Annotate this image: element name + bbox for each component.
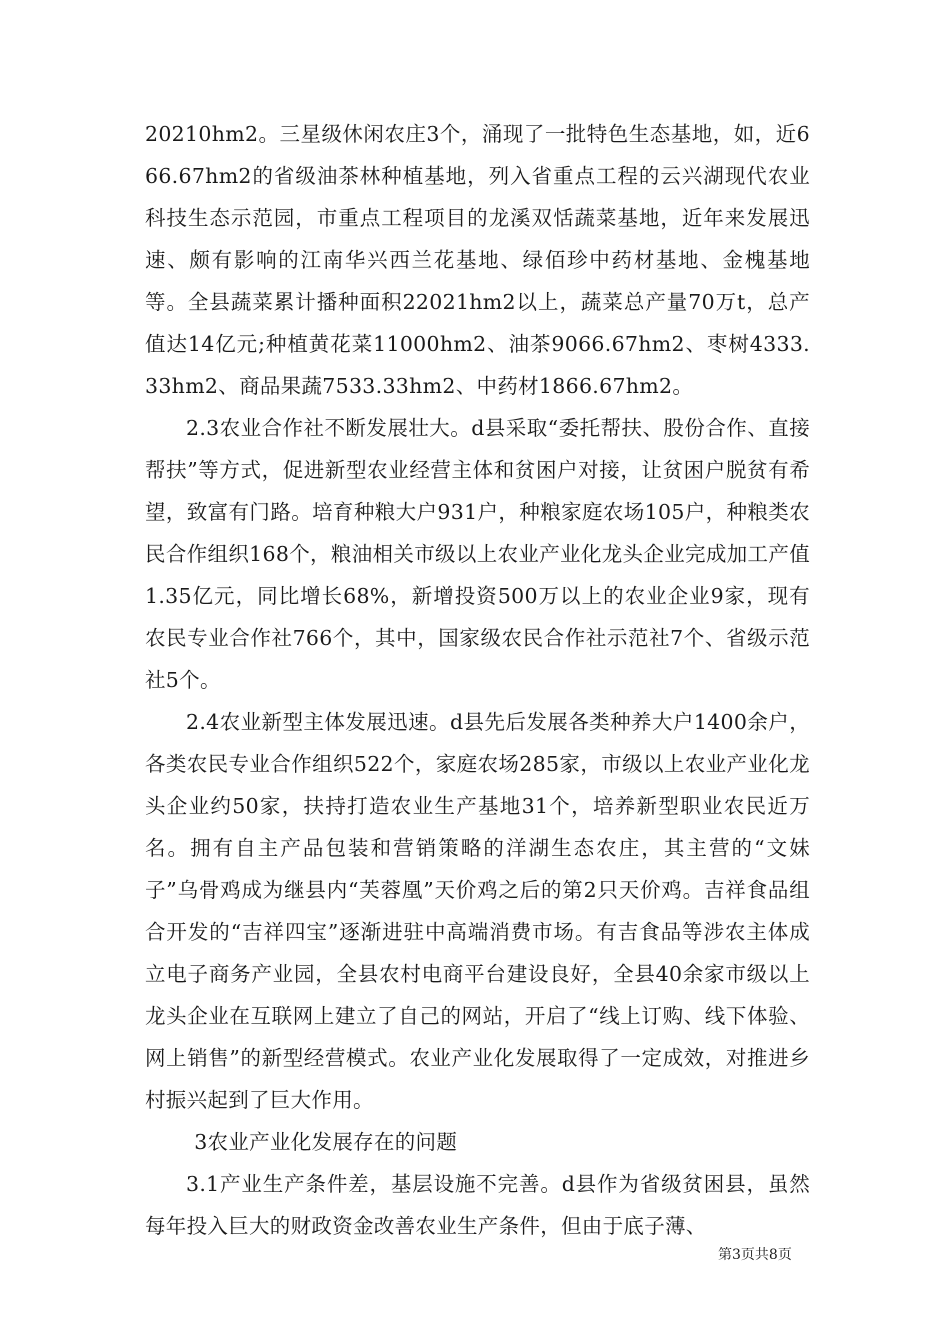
paragraph-continuation: 20210hm2。三星级休闲农庄3个，涌现了一批特色生态基地，如，近666.67hm2的省级油茶林种植基地，列入省重点工程的云兴湖现代农业科技生态示范园，市重点工程项目的龙溪双恬蔬菜基地，近年来发展迅速、颇有影响的江南华兴西兰花基地、绿佰珍中药材基地、金槐基地等。全县蔬菜累计播种面积22021hm2以上，蔬菜总产量70万t，总产值达14亿元;种植黄花菜11000hm2、油茶9066.67hm2、枣树4333.33hm2、商品果蔬7533.33hm2、中药材1866.67hm2。 <box>145 122 810 398</box>
paragraph-section-3-1: 3.1产业生产条件差，基层设施不完善。d县作为省级贫困县，虽然每年投入巨大的财政资金改善农业生产条件，但由于底子薄、 <box>145 1172 810 1238</box>
paragraph-section-2-4: 2.4农业新型主体发展迅速。d县先后发展各类种养大户1400余户，各类农民专业合作组织522个，家庭农场285家，市级以上农业产业化龙头企业约50家，扶持打造农业生产基地31个，培养新型职业农民近万名。拥有自主产品包装和营销策略的洋湖生态农庄，其主营的“文妹子”乌骨鸡成为继县内“芙蓉凰”天价鸡之后的第2只天价鸡。吉祥食品组合开发的“吉祥四宝”逐渐进驻中高端消费市场。有吉食品等涉农主体成立电子商务产业园，全县农村电商平台建设良好，全县40余家市级以上龙头企业在互联网上建立了自己的网站，开启了“线上订购、线下体验、网上销售”的新型经营模式。农业产业化发展取得了一定成效，对推进乡村振兴起到了巨大作用。 <box>145 710 810 1112</box>
section-heading-3: 3农业产业化发展存在的问题 <box>194 1130 458 1154</box>
paragraph-section-2-3: 2.3农业合作社不断发展壮大。d县采取“委托帮扶、股份合作、直接帮扶”等方式，促进新型农业经营主体和贫困户对接，让贫困户脱贫有希望，致富有门路。培育种粮大户931户，种粮家庭农场105户，种粮类农民合作组织168个，粮油相关市级以上农业产业化龙头企业完成加工产值1.35亿元，同比增长68%，新增投资500万以上的农业企业9家，现有农民专业合作社766个，其中，国家级农民合作社示范社7个、省级示范社5个。 <box>145 416 810 692</box>
document-body <box>145 113 810 1247</box>
page-number-footer: 第3页共8页 <box>718 1247 792 1263</box>
